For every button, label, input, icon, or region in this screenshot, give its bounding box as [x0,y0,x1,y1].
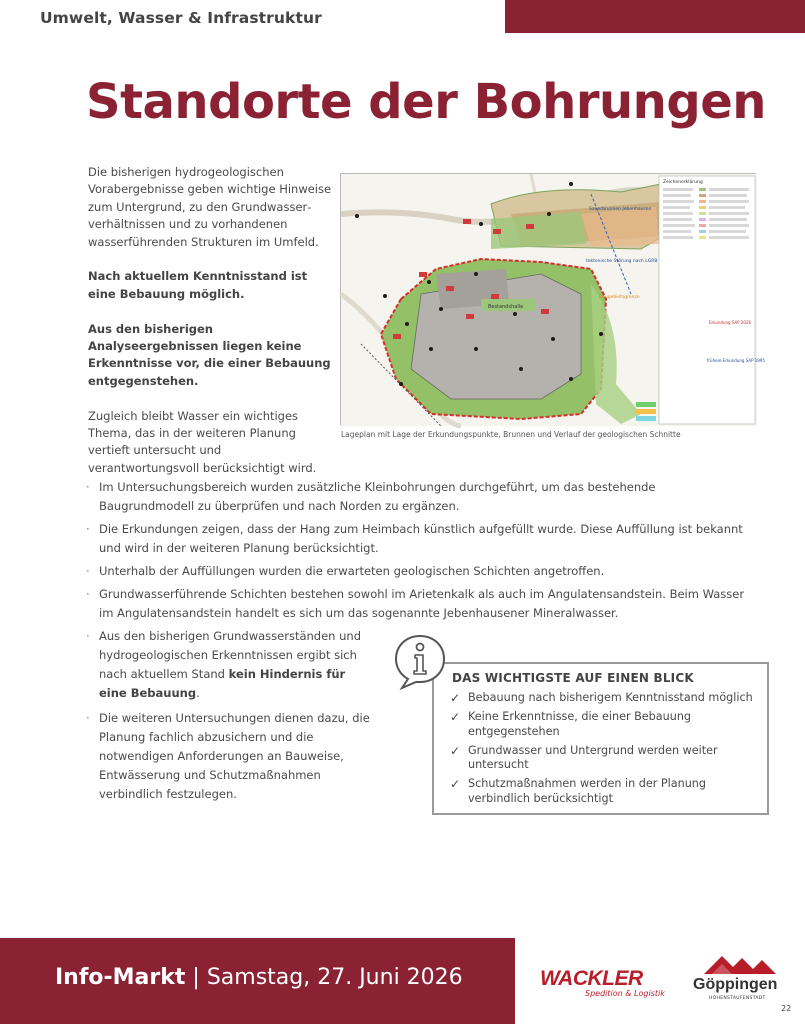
list-item: · Die weiteren Untersuchungen dienen dazu, die Planung fachlich abzusichern und die notwendigen Anforderungen an Bauweise, Entwässerung und Schutzmaßnahmen verbindlich festzulegen. [86,709,371,804]
wackler-logo [540,967,670,1003]
key-fact-item [448,744,758,773]
map-label-bestandshalle: Bestandshalle [488,304,524,310]
list-item-text: Aus den bisherigen Grundwasserständen und hydrogeologischen Erkenntnissen ergibt sich nach aktuellem Stand [99,629,362,681]
page-title: Standorte der Bohrungen [86,74,766,130]
findings-list [86,478,746,627]
key-fact-item [448,691,758,706]
intro-key-statement: Nach aktuellem Kenntnisstand ist eine Bebauung möglich. [88,269,308,301]
intro-paragraph: Zugleich bleibt Wasser ein wichtiges Thema, das in der weiteren Planung vertieft untersucht und verantwortungsvoll berücksichtigt wird. [88,408,317,475]
key-facts-list [448,691,758,811]
check-icon: ✓ [450,691,461,705]
key-facts-title: DAS WICHTIGSTE AUF EINEN BLICK [452,671,694,685]
key-fact-text: Bebauung nach bisherigem Kenntnisstand möglich [468,691,753,704]
wackler-logo-name: WACKLER [540,967,643,990]
map-caption: Lageplan mit Lage der Erkundungspunkte, Brunnen und Verlauf der geologischen Schnitte [341,430,681,439]
info-bubble-icon [392,633,448,691]
map-label-sauerbrunnen: Sauerbrunnen Jebenhausen [589,207,652,212]
site-plan-graphic [341,174,765,426]
list-item-text: . [196,686,200,700]
map-legend-title: Zeichenerklärung [663,180,703,185]
key-fact-text: Grundwasser und Untergrund werden weiter untersucht [468,743,718,771]
event-separator: | [185,965,207,990]
key-facts-box [432,662,769,815]
map-legend-erkundung-2026: Erkundung SAP 2026 [709,320,752,325]
map-label-baugrenze: Baugebietsgrenze [599,295,640,300]
intro-text [88,164,334,495]
goppingen-roof-icon [690,952,780,976]
key-fact-text: Schutzmaßnahmen werden in der Planung verbindlich berücksichtigt [468,777,707,805]
list-item: · Im Untersuchungsbereich wurden zusätzliche Kleinbohrungen durchgeführt, um das bestehende Baugrundmodell zu überprüfen und nach Norden zu ergänzen. [86,478,746,516]
intro-key-statement: Aus den bisherigen Analyseergebnissen liegen keine Erkenntnisse vor, die einer Bebauung entgegenstehen. [88,321,331,388]
check-icon: ✓ [450,777,461,791]
list-item: · Die Erkundungen zeigen, dass der Hang zum Heimbach künstlich aufgefüllt wurde. Diese Auffüllung ist bekannt und wird in der weiteren Planung berücksichtigt. [86,520,746,558]
section-label: Umwelt, Wasser & Infrastruktur [40,9,322,27]
map-label-stoerung: tektonische Störung nach LGRB [586,259,658,264]
key-fact-item [448,777,758,806]
list-item: · Unterhalb der Auffüllungen wurden die erwarteten geologischen Schichten angetroffen. [86,562,746,581]
page-number: 22 [781,1004,792,1013]
goppingen-logo-tagline: HOHENSTAUFENSTADT [709,996,766,1001]
goppingen-logo-name: Göppingen [693,976,778,993]
event-date: Samstag, 27. Juni 2026 [206,965,463,990]
wackler-logo-tagline: Spedition & Logistik [585,989,665,998]
conclusions-list [86,627,371,810]
check-icon: ✓ [450,710,461,724]
key-fact-text: Keine Erkenntnisse, die einer Bebauung entgegenstehen [468,710,692,738]
key-fact-item [448,710,758,739]
list-item [86,627,371,703]
intro-paragraph: Die bisherigen hydrogeologischen Vorabergebnisse geben wichtige Hinweise zum Untergrund, zu den Grundwasserverhältnissen und zu vorhandenen wasserführenden Strukturen im Umfeld. [88,165,332,249]
event-banner [55,965,463,990]
list-item-highlight: kein Hindernis für eine Bebauung [99,667,346,700]
list-item: · Grundwasserführende Schichten bestehen sowohl im Arietenkalk als auch im Angulatensandstein. Beim Wasser im Angulatensandstein handelt es sich um das sogenannte Jebenhausener Mineralwasser. [86,585,746,623]
map-legend-erkundung-1995: frühere Erkundung SAP 1995 [707,358,765,363]
check-icon: ✓ [450,743,461,758]
event-name: Info-Markt [55,965,186,990]
goppingen-logo [690,952,780,1004]
header-accent-bar [505,0,805,33]
site-plan-map [340,173,765,425]
